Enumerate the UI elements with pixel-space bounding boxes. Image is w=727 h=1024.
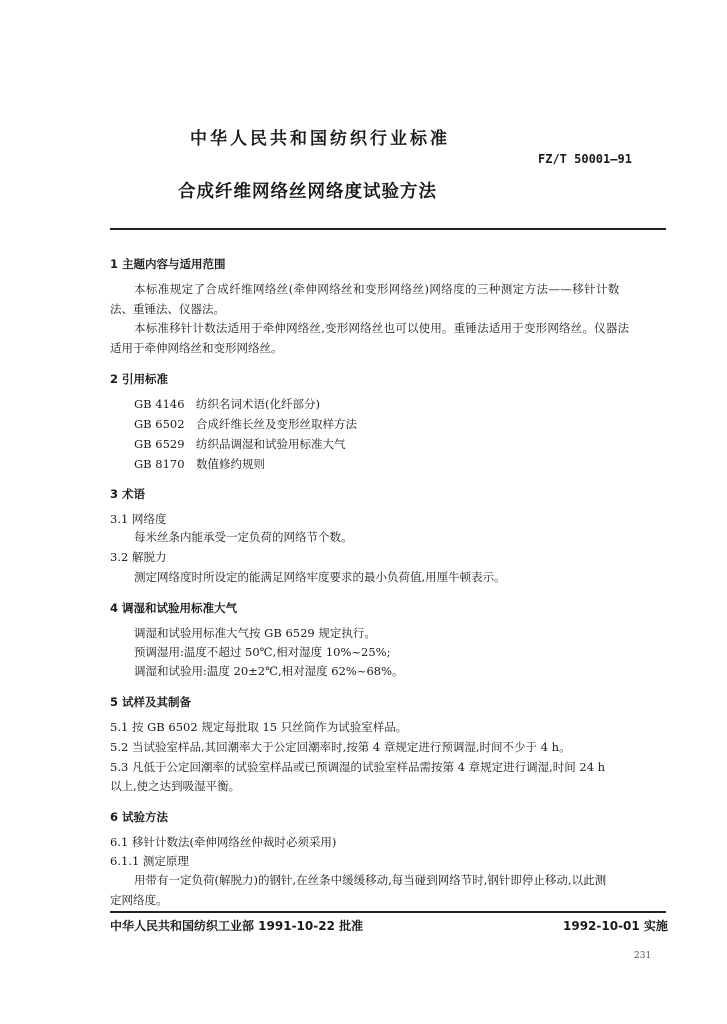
section-4-line-3: 调湿和试验用:温度 20±2℃,相对湿度 62%~68%。 xyxy=(134,664,404,678)
clause-6-1-1-text-line-2: 定网络度。 xyxy=(110,893,168,907)
reference-title: 纺织名词术语(化纤部分) xyxy=(196,397,320,411)
term-3-2-heading: 3.2 解脱力 xyxy=(110,550,167,564)
reference-item xyxy=(134,416,357,432)
reference-code: GB 6502 xyxy=(134,417,185,431)
clause-6-1-1: 6.1.1 测定原理 xyxy=(110,854,189,868)
clause-6-1: 6.1 移针计数法(牵伸网络丝仲裁时必须采用) xyxy=(110,835,337,849)
reference-title: 纺织品调湿和试验用标准大气 xyxy=(196,437,346,451)
reference-item xyxy=(134,436,346,452)
reference-title: 合成纤维长丝及变形丝取样方法 xyxy=(196,417,357,431)
term-3-1-definition: 每米丝条内能承受一定负荷的网络节个数。 xyxy=(134,530,353,544)
clause-5-3-line-2: 以上,使之达到吸湿平衡。 xyxy=(110,779,241,793)
approval-line: 中华人民共和国纺织工业部 1991-10-22 批准 xyxy=(110,919,364,933)
header-divider xyxy=(110,228,666,230)
reference-code: GB 4146 xyxy=(134,397,185,411)
section-4-heading: 4 调湿和试验用标准大气 xyxy=(110,601,238,615)
reference-code: GB 6529 xyxy=(134,437,185,451)
document-title: 合成纤维网络丝网络度试验方法 xyxy=(178,182,437,202)
standard-number: FZ/T 50001—91 xyxy=(538,152,632,166)
clause-5-1: 5.1 按 GB 6502 规定每批取 15 只丝筒作为试验室样品。 xyxy=(110,720,408,734)
section-5-heading: 5 试样及其制备 xyxy=(110,695,192,709)
reference-code: GB 8170 xyxy=(134,457,185,471)
effective-date: 1992-10-01 实施 xyxy=(563,919,668,933)
section-6-heading: 6 试验方法 xyxy=(110,810,169,824)
section-4-line-1: 调湿和试验用标准大气按 GB 6529 规定执行。 xyxy=(134,626,376,640)
section-1-para-2-line-1: 本标准移针计数法适用于牵伸网络丝,变形网络丝也可以使用。重锤法适用于变形网络丝。仪器法 xyxy=(134,321,630,335)
section-3-heading: 3 术语 xyxy=(110,487,146,501)
section-2-heading: 2 引用标准 xyxy=(110,372,169,386)
clause-5-2: 5.2 当试验室样品,其回潮率大于公定回潮率时,按第 4 章规定进行预调湿,时间不少于 4 h。 xyxy=(110,740,571,754)
org-title: 中华人民共和国纺织行业标准 xyxy=(190,129,450,149)
section-1-para-2-line-2: 适用于牵伸网络丝和变形网络丝。 xyxy=(110,341,283,355)
reference-item xyxy=(134,396,320,412)
reference-title: 数值修约规则 xyxy=(196,457,265,471)
section-1-para-1-line-1: 本标准规定了合成纤维网络丝(牵伸网络丝和变形网络丝)网络度的三种测定方法——移针计数 xyxy=(134,282,620,296)
reference-item xyxy=(134,456,265,472)
term-3-2-definition: 测定网络度时所设定的能满足网络牢度要求的最小负荷值,用厘牛顿表示。 xyxy=(134,570,506,584)
clause-6-1-1-text-line-1: 用带有一定负荷(解脱力)的钢针,在丝条中缓缓移动,每当碰到网络节时,钢针即停止移动,以此测 xyxy=(134,873,607,887)
section-1-heading: 1 主题内容与适用范围 xyxy=(110,257,226,271)
page-number: 231 xyxy=(634,951,652,961)
section-4-line-2: 预调湿用:温度不超过 50℃,相对湿度 10%~25%; xyxy=(134,645,391,659)
section-1-para-1-line-2: 法、重锤法、仪器法。 xyxy=(110,302,225,316)
clause-5-3-line-1: 5.3 凡低于公定回潮率的试验室样品或已预调湿的试验室样品需按第 4 章规定进行调湿,时间 24 h xyxy=(110,760,606,774)
footer-divider xyxy=(110,911,666,913)
term-3-1-heading: 3.1 网络度 xyxy=(110,512,167,526)
